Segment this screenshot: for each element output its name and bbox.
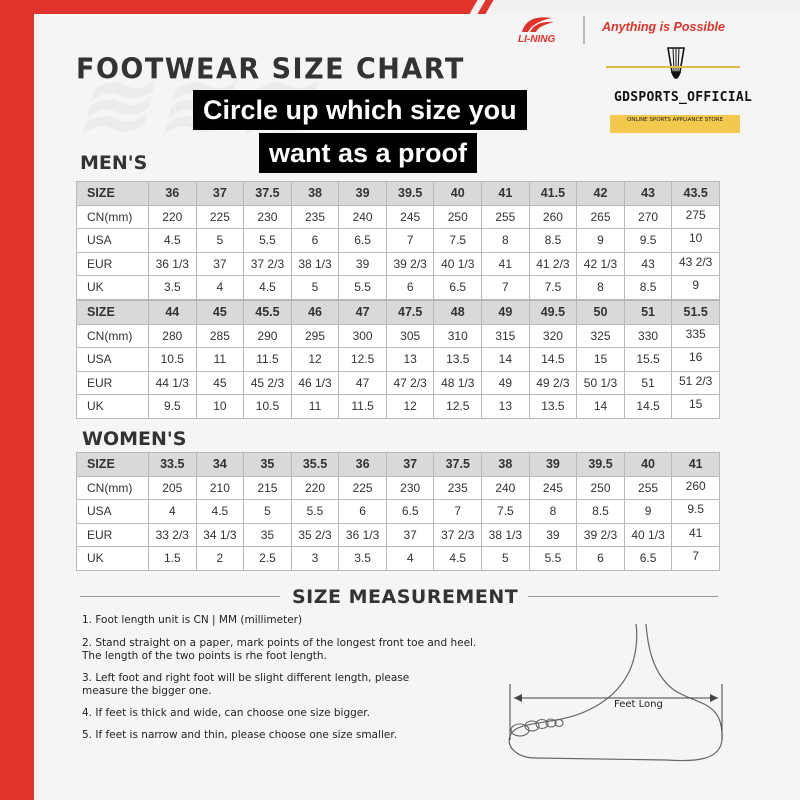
size-cell: 235 xyxy=(291,205,339,229)
size-cell: 51.5 xyxy=(672,301,720,325)
size-cell: 40 xyxy=(434,182,482,206)
size-cell: 285 xyxy=(196,324,244,348)
size-cell: 300 xyxy=(339,324,387,348)
size-cell: 40 1/3 xyxy=(434,252,482,276)
size-cell: 16 xyxy=(672,348,720,372)
size-cell: 36 1/3 xyxy=(149,252,197,276)
size-cell: 4.5 xyxy=(244,276,292,300)
size-cell: 44 xyxy=(149,301,197,325)
instruction-step: 3. Left foot and right foot will be slight different length, please measure the bigger one. xyxy=(82,672,410,697)
size-cell: 1.5 xyxy=(149,547,197,571)
size-cell: 13 xyxy=(482,395,530,419)
size-cell: 37 xyxy=(196,182,244,206)
size-cell: 210 xyxy=(196,476,244,500)
size-cell: 12 xyxy=(386,395,434,419)
size-cell: 5.5 xyxy=(291,500,339,524)
table-row xyxy=(77,276,720,300)
size-cell: 6 xyxy=(386,276,434,300)
size-cell: 14 xyxy=(482,348,530,372)
size-cell: 38 1/3 xyxy=(482,523,530,547)
size-cell: 45 xyxy=(196,301,244,325)
size-cell: 7 xyxy=(434,500,482,524)
size-cell: 39 xyxy=(339,252,387,276)
size-cell: 38 xyxy=(291,182,339,206)
row-label-cell: EUR xyxy=(77,252,149,276)
table-row xyxy=(77,500,720,524)
size-cell: 5 xyxy=(196,229,244,253)
size-cell: 3 xyxy=(291,547,339,571)
size-cell: 10 xyxy=(672,229,720,253)
size-cell: 45 xyxy=(196,371,244,395)
size-cell: 38 1/3 xyxy=(291,252,339,276)
feet-long-label: Feet Long xyxy=(614,699,663,710)
size-cell: 2.5 xyxy=(244,547,292,571)
size-cell: 7.5 xyxy=(529,276,577,300)
size-cell: 11 xyxy=(291,395,339,419)
size-cell: 6 xyxy=(577,547,625,571)
size-cell: 4.5 xyxy=(196,500,244,524)
size-cell: 8.5 xyxy=(577,500,625,524)
size-cell: 325 xyxy=(577,324,625,348)
size-cell: 4 xyxy=(149,500,197,524)
size-cell: 39 xyxy=(339,182,387,206)
size-cell: 6.5 xyxy=(339,229,387,253)
size-cell: 48 1/3 xyxy=(434,371,482,395)
row-label-cell: SIZE xyxy=(77,182,149,206)
row-label-cell: CN(mm) xyxy=(77,205,149,229)
size-cell: 36 xyxy=(149,182,197,206)
size-cell: 225 xyxy=(196,205,244,229)
size-cell: 36 xyxy=(339,453,387,477)
overlay-caption-line1: Circle up which size you xyxy=(193,90,527,130)
foot-diagram-icon xyxy=(496,620,736,770)
size-cell: 265 xyxy=(577,205,625,229)
size-cell: 260 xyxy=(529,205,577,229)
size-cell: 11.5 xyxy=(339,395,387,419)
size-cell: 43.5 xyxy=(672,182,720,206)
overlay-caption-line2: want as a proof xyxy=(259,133,477,173)
row-label-cell: USA xyxy=(77,229,149,253)
brand-slogan: Anything is Possible xyxy=(602,20,725,34)
table-header-row xyxy=(77,182,720,206)
size-cell: 4.5 xyxy=(149,229,197,253)
size-cell: 230 xyxy=(386,476,434,500)
size-cell: 295 xyxy=(291,324,339,348)
size-cell: 15.5 xyxy=(624,348,672,372)
size-cell: 4 xyxy=(386,547,434,571)
table-row xyxy=(77,395,720,419)
size-cell: 14.5 xyxy=(529,348,577,372)
size-cell: 7 xyxy=(386,229,434,253)
size-cell: 6.5 xyxy=(624,547,672,571)
size-cell: 3.5 xyxy=(339,547,387,571)
size-cell: 37 xyxy=(196,252,244,276)
size-cell: 8 xyxy=(577,276,625,300)
row-label-cell: USA xyxy=(77,348,149,372)
size-cell: 9.5 xyxy=(672,500,720,524)
size-cell: 37 xyxy=(386,523,434,547)
size-cell: 13.5 xyxy=(529,395,577,419)
size-cell: 50 1/3 xyxy=(577,371,625,395)
size-cell: 9.5 xyxy=(149,395,197,419)
size-cell: 47.5 xyxy=(386,301,434,325)
size-cell: 12 xyxy=(291,348,339,372)
size-cell: 10.5 xyxy=(149,348,197,372)
size-cell: 9 xyxy=(577,229,625,253)
size-cell: 230 xyxy=(244,205,292,229)
size-cell: 235 xyxy=(434,476,482,500)
size-cell: 270 xyxy=(624,205,672,229)
size-cell: 5 xyxy=(244,500,292,524)
measurement-rule-left xyxy=(80,596,280,597)
size-cell: 45.5 xyxy=(244,301,292,325)
size-cell: 220 xyxy=(291,476,339,500)
size-cell: 11 xyxy=(196,348,244,372)
size-cell: 37 2/3 xyxy=(244,252,292,276)
size-cell: 14.5 xyxy=(624,395,672,419)
size-cell: 6.5 xyxy=(386,500,434,524)
size-cell: 39.5 xyxy=(577,453,625,477)
size-cell: 37.5 xyxy=(244,182,292,206)
size-cell: 2 xyxy=(196,547,244,571)
size-cell: 40 xyxy=(624,453,672,477)
size-cell: 310 xyxy=(434,324,482,348)
size-cell: 10.5 xyxy=(244,395,292,419)
size-cell: 49 xyxy=(482,371,530,395)
size-cell: 34 1/3 xyxy=(196,523,244,547)
size-cell: 6.5 xyxy=(434,276,482,300)
red-top-band xyxy=(0,0,470,14)
size-cell: 7.5 xyxy=(434,229,482,253)
size-cell: 330 xyxy=(624,324,672,348)
size-cell: 39 xyxy=(529,523,577,547)
table-row xyxy=(77,229,720,253)
size-cell: 37.5 xyxy=(434,453,482,477)
store-divider-line xyxy=(606,66,740,68)
size-cell: 7 xyxy=(482,276,530,300)
row-label-cell: SIZE xyxy=(77,453,149,477)
womens-size-table xyxy=(76,452,720,571)
size-cell: 8 xyxy=(529,500,577,524)
size-cell: 14 xyxy=(577,395,625,419)
row-label-cell: EUR xyxy=(77,371,149,395)
size-cell: 3.5 xyxy=(149,276,197,300)
size-cell: 45 2/3 xyxy=(244,371,292,395)
size-cell: 255 xyxy=(482,205,530,229)
table-header-row xyxy=(77,453,720,477)
instruction-step: 5. If feet is narrow and thin, please choose one size smaller. xyxy=(82,729,398,741)
size-cell: 33 2/3 xyxy=(149,523,197,547)
size-cell: 4.5 xyxy=(434,547,482,571)
size-cell: 290 xyxy=(244,324,292,348)
size-cell: 11.5 xyxy=(244,348,292,372)
size-cell: 4 xyxy=(196,276,244,300)
size-cell: 41 xyxy=(482,182,530,206)
size-cell: 225 xyxy=(339,476,387,500)
size-cell: 255 xyxy=(624,476,672,500)
table-row xyxy=(77,348,720,372)
size-cell: 38 xyxy=(482,453,530,477)
size-cell: 43 xyxy=(624,182,672,206)
mens-size-table-2 xyxy=(76,300,720,419)
size-cell: 39 2/3 xyxy=(577,523,625,547)
size-cell: 39 xyxy=(529,453,577,477)
instruction-step: 4. If feet is thick and wide, can choose one size bigger. xyxy=(82,707,370,719)
size-cell: 35 xyxy=(244,523,292,547)
size-cell: 9 xyxy=(672,276,720,300)
size-cell: 5.5 xyxy=(339,276,387,300)
red-side-band xyxy=(0,0,34,800)
size-cell: 39 2/3 xyxy=(386,252,434,276)
brand-name: LI-NING xyxy=(518,34,556,45)
size-cell: 44 1/3 xyxy=(149,371,197,395)
size-cell: 48 xyxy=(434,301,482,325)
size-cell: 15 xyxy=(672,395,720,419)
measurement-rule-right xyxy=(528,596,718,597)
table-row xyxy=(77,371,720,395)
table-row xyxy=(77,547,720,571)
size-cell: 335 xyxy=(672,324,720,348)
size-cell: 245 xyxy=(386,205,434,229)
size-cell: 9.5 xyxy=(624,229,672,253)
row-label-cell: USA xyxy=(77,500,149,524)
store-tagline: ONLINE SPORTS APPLIANCE STORE xyxy=(610,115,740,133)
size-cell: 35 xyxy=(244,453,292,477)
size-cell: 275 xyxy=(672,205,720,229)
table-row xyxy=(77,324,720,348)
table-row xyxy=(77,476,720,500)
measurement-instructions xyxy=(82,614,522,751)
row-label-cell: UK xyxy=(77,276,149,300)
size-cell: 15 xyxy=(577,348,625,372)
size-cell: 41 xyxy=(672,523,720,547)
row-label-cell: SIZE xyxy=(77,301,149,325)
size-cell: 51 xyxy=(624,301,672,325)
size-cell: 41 xyxy=(482,252,530,276)
size-cell: 205 xyxy=(149,476,197,500)
store-name: GDSPORTS_OFFICIAL xyxy=(614,90,753,105)
size-cell: 39.5 xyxy=(386,182,434,206)
size-cell: 7.5 xyxy=(482,500,530,524)
size-cell: 41.5 xyxy=(529,182,577,206)
size-cell: 6 xyxy=(339,500,387,524)
table-row xyxy=(77,205,720,229)
size-cell: 13.5 xyxy=(434,348,482,372)
size-cell: 9 xyxy=(624,500,672,524)
size-cell: 250 xyxy=(434,205,482,229)
size-cell: 220 xyxy=(149,205,197,229)
size-cell: 320 xyxy=(529,324,577,348)
size-cell: 250 xyxy=(577,476,625,500)
size-cell: 51 2/3 xyxy=(672,371,720,395)
size-cell: 47 xyxy=(339,371,387,395)
size-cell: 5 xyxy=(482,547,530,571)
row-label-cell: CN(mm) xyxy=(77,324,149,348)
size-cell: 47 xyxy=(339,301,387,325)
table-row xyxy=(77,252,720,276)
size-cell: 47 2/3 xyxy=(386,371,434,395)
size-cell: 49 xyxy=(482,301,530,325)
size-cell: 43 xyxy=(624,252,672,276)
instruction-step: 1. Foot length unit is CN | MM (millimeter) xyxy=(82,614,303,626)
measurement-title: SIZE MEASUREMENT xyxy=(292,586,519,608)
size-cell: 240 xyxy=(339,205,387,229)
row-label-cell: CN(mm) xyxy=(77,476,149,500)
size-cell: 40 1/3 xyxy=(624,523,672,547)
table-header-row xyxy=(77,301,720,325)
size-cell: 240 xyxy=(482,476,530,500)
li-ning-logo-icon xyxy=(512,14,562,34)
size-cell: 8.5 xyxy=(529,229,577,253)
size-cell: 12.5 xyxy=(339,348,387,372)
size-cell: 8.5 xyxy=(624,276,672,300)
size-cell: 8 xyxy=(482,229,530,253)
size-cell: 50 xyxy=(577,301,625,325)
size-cell: 46 1/3 xyxy=(291,371,339,395)
size-cell: 51 xyxy=(624,371,672,395)
size-cell: 13 xyxy=(386,348,434,372)
brand-divider xyxy=(583,16,585,44)
size-cell: 42 xyxy=(577,182,625,206)
size-cell: 5.5 xyxy=(529,547,577,571)
size-cell: 35 2/3 xyxy=(291,523,339,547)
size-cell: 33.5 xyxy=(149,453,197,477)
size-cell: 5.5 xyxy=(244,229,292,253)
row-label-cell: UK xyxy=(77,547,149,571)
size-cell: 5 xyxy=(291,276,339,300)
size-cell: 260 xyxy=(672,476,720,500)
size-cell: 6 xyxy=(291,229,339,253)
table-row xyxy=(77,523,720,547)
size-cell: 35.5 xyxy=(291,453,339,477)
size-cell: 49.5 xyxy=(529,301,577,325)
size-cell: 37 xyxy=(386,453,434,477)
mens-size-table-1 xyxy=(76,181,720,300)
size-cell: 37 2/3 xyxy=(434,523,482,547)
womens-section-label: WOMEN'S xyxy=(82,428,187,450)
size-cell: 42 1/3 xyxy=(577,252,625,276)
size-cell: 36 1/3 xyxy=(339,523,387,547)
size-cell: 46 xyxy=(291,301,339,325)
row-label-cell: EUR xyxy=(77,523,149,547)
size-cell: 315 xyxy=(482,324,530,348)
size-cell: 34 xyxy=(196,453,244,477)
size-cell: 41 xyxy=(672,453,720,477)
size-cell: 43 2/3 xyxy=(672,252,720,276)
size-cell: 245 xyxy=(529,476,577,500)
size-cell: 12.5 xyxy=(434,395,482,419)
size-cell: 49 2/3 xyxy=(529,371,577,395)
size-cell: 305 xyxy=(386,324,434,348)
chart-title: FOOTWEAR SIZE CHART xyxy=(76,53,465,86)
size-cell: 7 xyxy=(672,547,720,571)
size-cell: 215 xyxy=(244,476,292,500)
size-cell: 41 2/3 xyxy=(529,252,577,276)
mens-section-label: MEN'S xyxy=(80,152,148,174)
instruction-step: 2. Stand straight on a paper, mark points of the longest front toe and heel. The length of the two points is rhe foot length. xyxy=(82,637,477,662)
row-label-cell: UK xyxy=(77,395,149,419)
size-cell: 280 xyxy=(149,324,197,348)
size-cell: 10 xyxy=(196,395,244,419)
